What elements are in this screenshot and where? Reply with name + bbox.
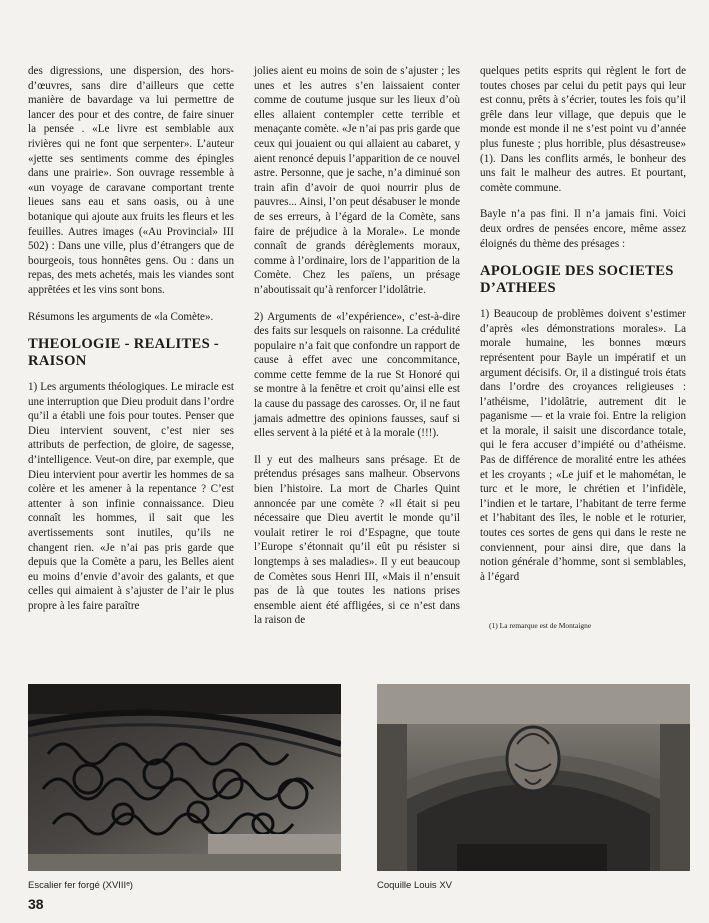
text-column-1 <box>28 64 234 626</box>
page-number: 38 <box>28 896 44 912</box>
paragraph: jolies aient eu moins de soin de s’ajuster ; les unes et les autres s’en laissaient conter comme de coutume jusque sur les lieux d’où elles allaient contempler cette terrible et menaçante comète. «Je n’ai pas pris garde que ceux qui jouaient ou qui allaient au cabaret, y aient renoncé depuis l’apparition de ce nouvel astre. Personne, que je sache, n’a diminué son train afin d’avoir de quoi nourrir plus de pauvres... Ainsi, l’on peut désabuser le monde de ses erreurs, à l’égard de la Comète, sans faire de préjudice à la Morale». Le monde connaît de grands dérèglements moraux, comme à l’ordinaire, lors de l’apparition de la Comète. Chez les païens, un présage n’aboutissait qu’à renforcer l’idolâtrie. <box>254 65 460 296</box>
paragraph: Bayle n’a pas fini. Il n’a jamais fini. Voici deux ordres de pensées encore, même assez éloignés du thème des présages : <box>480 208 686 250</box>
text-column-2 <box>254 64 460 640</box>
paragraph: 1) Beaucoup de problèmes doivent s’estimer d’après «les démonstrations morales». La morale humaine, les bonnes mœurs représentent pour Bayle un impératif et un argument décisifs. Or, il a distingué trois états dans l’ordre des croyances religieuses : l’athéisme, l’idolâtrie, autrement dit le paganisme — et la vraie foi. Entre la religion et la morale, il saisit une discordance totale, qui le fera accuser d’impiété ou d’athéisme. Pas de différence de moralité entre les athées et les croyants ; «Le juif et le mahométan, le turc et le more, le chrétien et l’infidèle, l’indien et le tartare, l’habitant de terre ferme et l’habitant des îles, le noble et le roturier, toutes ces sortes de gens qui dans le reste ne conviennent, pour ainsi dire, que dans la notion générale d’homme, sont si semblables, à l’égard <box>480 308 686 583</box>
photo-wrought-iron-balcony <box>28 684 341 871</box>
shell-ornament-image <box>377 684 690 871</box>
section-heading: APOLOGIE DES SOCIETES D’ATHEES <box>480 263 674 297</box>
paragraph: Résumons les arguments de «la Comète». <box>28 310 214 323</box>
paragraph: quelques petits esprits qui règlent le fort de toutes choses par celui du petit pays qui leur est connu, prêts à s’écrier, toutes les fois qu’il grêle dans leur village, que depuis que le monde est monde il ne s’est point vu d’année plus funeste ; plus horrible, plus désastreuse» (1). Dans les conflits armés, le bonheur des uns fait le malheur des autres. Et pourtant, comète commune. <box>480 65 686 194</box>
paragraph: des digressions, une dispersion, des hors-d’œuvres, sans dire d’ailleurs que cette manière de bavardage va lui permettre de lancer des pour et des contre, de faire sinuer la pensée . «Le livre est semblable aux rivières qui ne font que serpenter». L’auteur «jette ses sentiments comme des épingles dans une prairie». Son ouvrage ressemble à «un voyage de caravane comportant trente lieues sans eau et sans oasis, ou à une botanique qui ajoute aux fruits les fleurs et les feuilles. Autres images («Au Provincial» III 502) : Dans une ville, plus d’étrangers que de bourgeois, tous honnêtes gens. Ou : dans un repas, des mets achetés, mais les viandes sont apprêtées et les vins sont bons. <box>28 65 234 296</box>
photo-caption-right: Coquille Louis XV <box>377 880 452 891</box>
text-column-3 <box>480 64 686 596</box>
balcony-image <box>28 684 341 871</box>
paragraph: 2) Arguments de «l’expérience», c’est-à-dire des faits sur lesquels on raisonne. La crédulité populaire n’a fait que confondre un rapport de cause à effet avec une concommitance, comme cette femme de la rue St Honoré qui se montre à la fenêtre et croit qu’ainsi elle est la cause du passage des carosses. Or, il ne faut jamais admettre des opinions fausses, sauf si elles servent à la piété et à la morale (!!!). <box>254 310 460 440</box>
paragraph: 1) Les arguments théologiques. Le miracle est une interruption que Dieu produit dans l’ordre qu’il a établi une fois pour toutes. Penser que Dieu intervient souvent, c’est nier ses attributs de perfection, de gloire, de sagesse, d’intelligence. Veut-on dire, par exemple, que Dieu intervient pour avertir les hommes de sa colère et les amener à la repentance ? C’est attenter à son infinie connaissance. Dieu connaît les hommes, il sait que les avertissements sont inutiles, qu’ils ne changent rien. «Je n’ai pas pris garde que depuis que la Comète a paru, les Belles aient eu moins d’envie d’avoir des galants, et que celles qui aimaient à s’ajuster de l’air le plus propre à les faire paraître <box>28 381 234 612</box>
photo-caption-left: Escalier fer forgé (XVIIIᵉ) <box>28 880 133 891</box>
section-heading: THEOLOGIE - REALITES - RAISON <box>28 336 220 370</box>
paragraph: Il y eut des malheurs sans présage. Et de prétendus présages sans malheur. Observons bien l’histoire. La mort de Charles Quint annoncée par une comète ? «Il était si peu nécessaire que Dieu avertit le monde qu’il voulait retirer le roi d’Espagne, que toute l’Europe s’étonnait qu’il eût pu résister si longtemps à ses maladies». Il y eut beaucoup de Comètes sous Henri III, «Mais il n’ensuit pas de là que toutes les nations prises ensemble aient été affligées, si ce n’est dans la raison de <box>254 453 460 627</box>
photo-shell-ornament <box>377 684 690 871</box>
footnote: (1) La remarque est de Montaigne <box>489 621 592 630</box>
